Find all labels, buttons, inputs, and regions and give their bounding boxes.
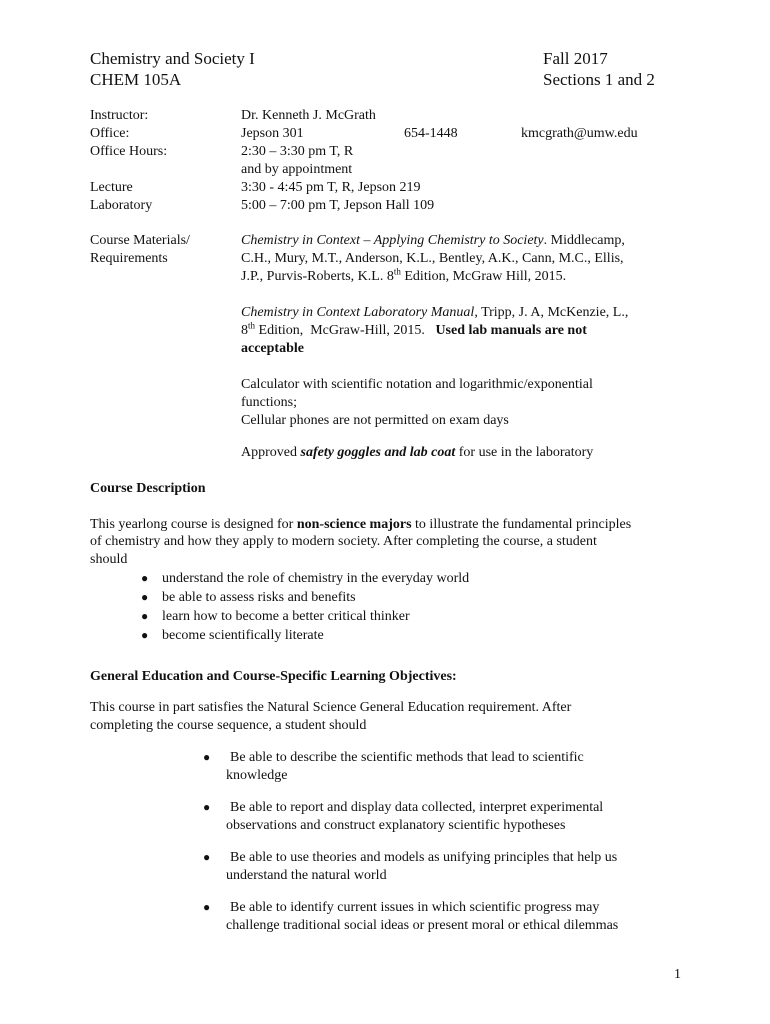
office-hours-extra-row (90, 161, 690, 179)
office-hours-extra: and by appointment (241, 162, 353, 177)
course-title: Chemistry and Society I (90, 49, 255, 68)
list-item: understand the role of chemistry in the everyday world (162, 571, 470, 586)
list-item-cont: observations and construct explanatory scientific hypotheses (226, 818, 566, 833)
textbook-line-2: C.H., Mury, M.T., Anderson, K.L., Bentley, A.K., Cann, M.C., Ellis, (241, 251, 624, 266)
office-hours-row (90, 143, 690, 161)
lab-manual-line-2: 8th Edition, McGraw-Hill, 2015. Used lab manuals are not (241, 320, 587, 338)
description-line-3: should (90, 552, 128, 567)
objectives-intro-2: completing the course sequence, a student should (90, 718, 367, 733)
bullet-icon: ● (141, 609, 149, 623)
office-hours: 2:30 – 3:30 pm T, R (241, 144, 354, 159)
textbook-line-1: Chemistry in Context – Applying Chemistry to Society. Middlecamp, (241, 233, 625, 248)
lab-manual-line-3: acceptable (241, 341, 304, 356)
list-item-cont: challenge traditional social ideas or present moral or ethical dilemmas (226, 918, 619, 933)
sections: Sections 1 and 2 (543, 70, 655, 89)
office-hours-label: Office Hours: (90, 144, 168, 159)
lecture-row (90, 179, 690, 197)
list-item: Be able to identify current issues in which scientific progress may (230, 900, 600, 915)
lab-manual-line-1: Chemistry in Context Laboratory Manual, Tripp, J. A, McKenzie, L., (241, 305, 629, 320)
page-number: 1 (674, 967, 681, 982)
bullet-icon: ● (141, 590, 149, 604)
calculator-line-1: Calculator with scientific notation and logarithmic/exponential (241, 377, 593, 392)
list-item: become scientifically literate (162, 628, 324, 643)
bullet-icon: ● (203, 750, 211, 764)
calculator-line-2: functions; (241, 395, 297, 410)
bullet-icon: ● (141, 628, 149, 642)
list-item: Be able to report and display data collected, interpret experimental (230, 800, 604, 815)
instructor-name: Dr. Kenneth J. McGrath (241, 108, 376, 123)
description-line-2: of chemistry and how they apply to modern society. After completing the course, a student (90, 534, 597, 549)
list-item-cont: knowledge (226, 768, 288, 783)
lab-time: 5:00 – 7:00 pm T, Jepson Hall 109 (241, 198, 435, 213)
list-item: Be able to use theories and models as unifying principles that help us (230, 850, 618, 865)
office-label: Office: (90, 126, 130, 141)
course-description-heading: Course Description (90, 481, 206, 496)
bullet-icon: ● (141, 571, 149, 585)
instructor-email: kmcgrath@umw.edu (521, 126, 638, 141)
list-item: learn how to become a better critical thinker (162, 609, 410, 624)
list-item: Be able to describe the scientific methods that lead to scientific (230, 750, 584, 765)
lecture-label: Lecture (90, 180, 133, 195)
safety-line: Approved safety goggles and lab coat for use in the laboratory (241, 445, 594, 460)
office-location: Jepson 301 (241, 126, 304, 141)
materials-label-2: Requirements (90, 251, 168, 266)
office-row (90, 125, 690, 143)
phones-note: Cellular phones are not permitted on exam days (241, 413, 509, 428)
list-item-cont: understand the natural world (226, 868, 387, 883)
textbook-line-3: J.P., Purvis-Roberts, K.L. 8th Edition, McGraw Hill, 2015. (241, 266, 567, 284)
bullet-icon: ● (203, 850, 211, 864)
course-code: CHEM 105A (90, 70, 182, 89)
list-item: be able to assess risks and benefits (162, 590, 356, 605)
office-phone: 654-1448 (404, 126, 458, 141)
instructor-row (90, 107, 690, 125)
lab-manual-title: Chemistry in Context Laboratory Manual (241, 305, 475, 320)
lab-label: Laboratory (90, 198, 153, 213)
term: Fall 2017 (543, 49, 608, 68)
bullet-icon: ● (203, 800, 211, 814)
lecture-time: 3:30 - 4:45 pm T, R, Jepson 219 (241, 180, 421, 195)
instructor-label: Instructor: (90, 108, 149, 123)
textbook-title: Chemistry in Context – Applying Chemistry to Society (241, 233, 544, 248)
description-line-1: This yearlong course is designed for non-science majors to illustrate the fundamental principles (90, 517, 632, 532)
objectives-intro-1: This course in part satisfies the Natural Science General Education requirement. After (90, 700, 572, 715)
lab-row (90, 197, 690, 215)
materials-label-1: Course Materials/ (90, 233, 190, 248)
bullet-icon: ● (203, 900, 211, 914)
objectives-heading: General Education and Course-Specific Learning Objectives: (90, 669, 457, 684)
